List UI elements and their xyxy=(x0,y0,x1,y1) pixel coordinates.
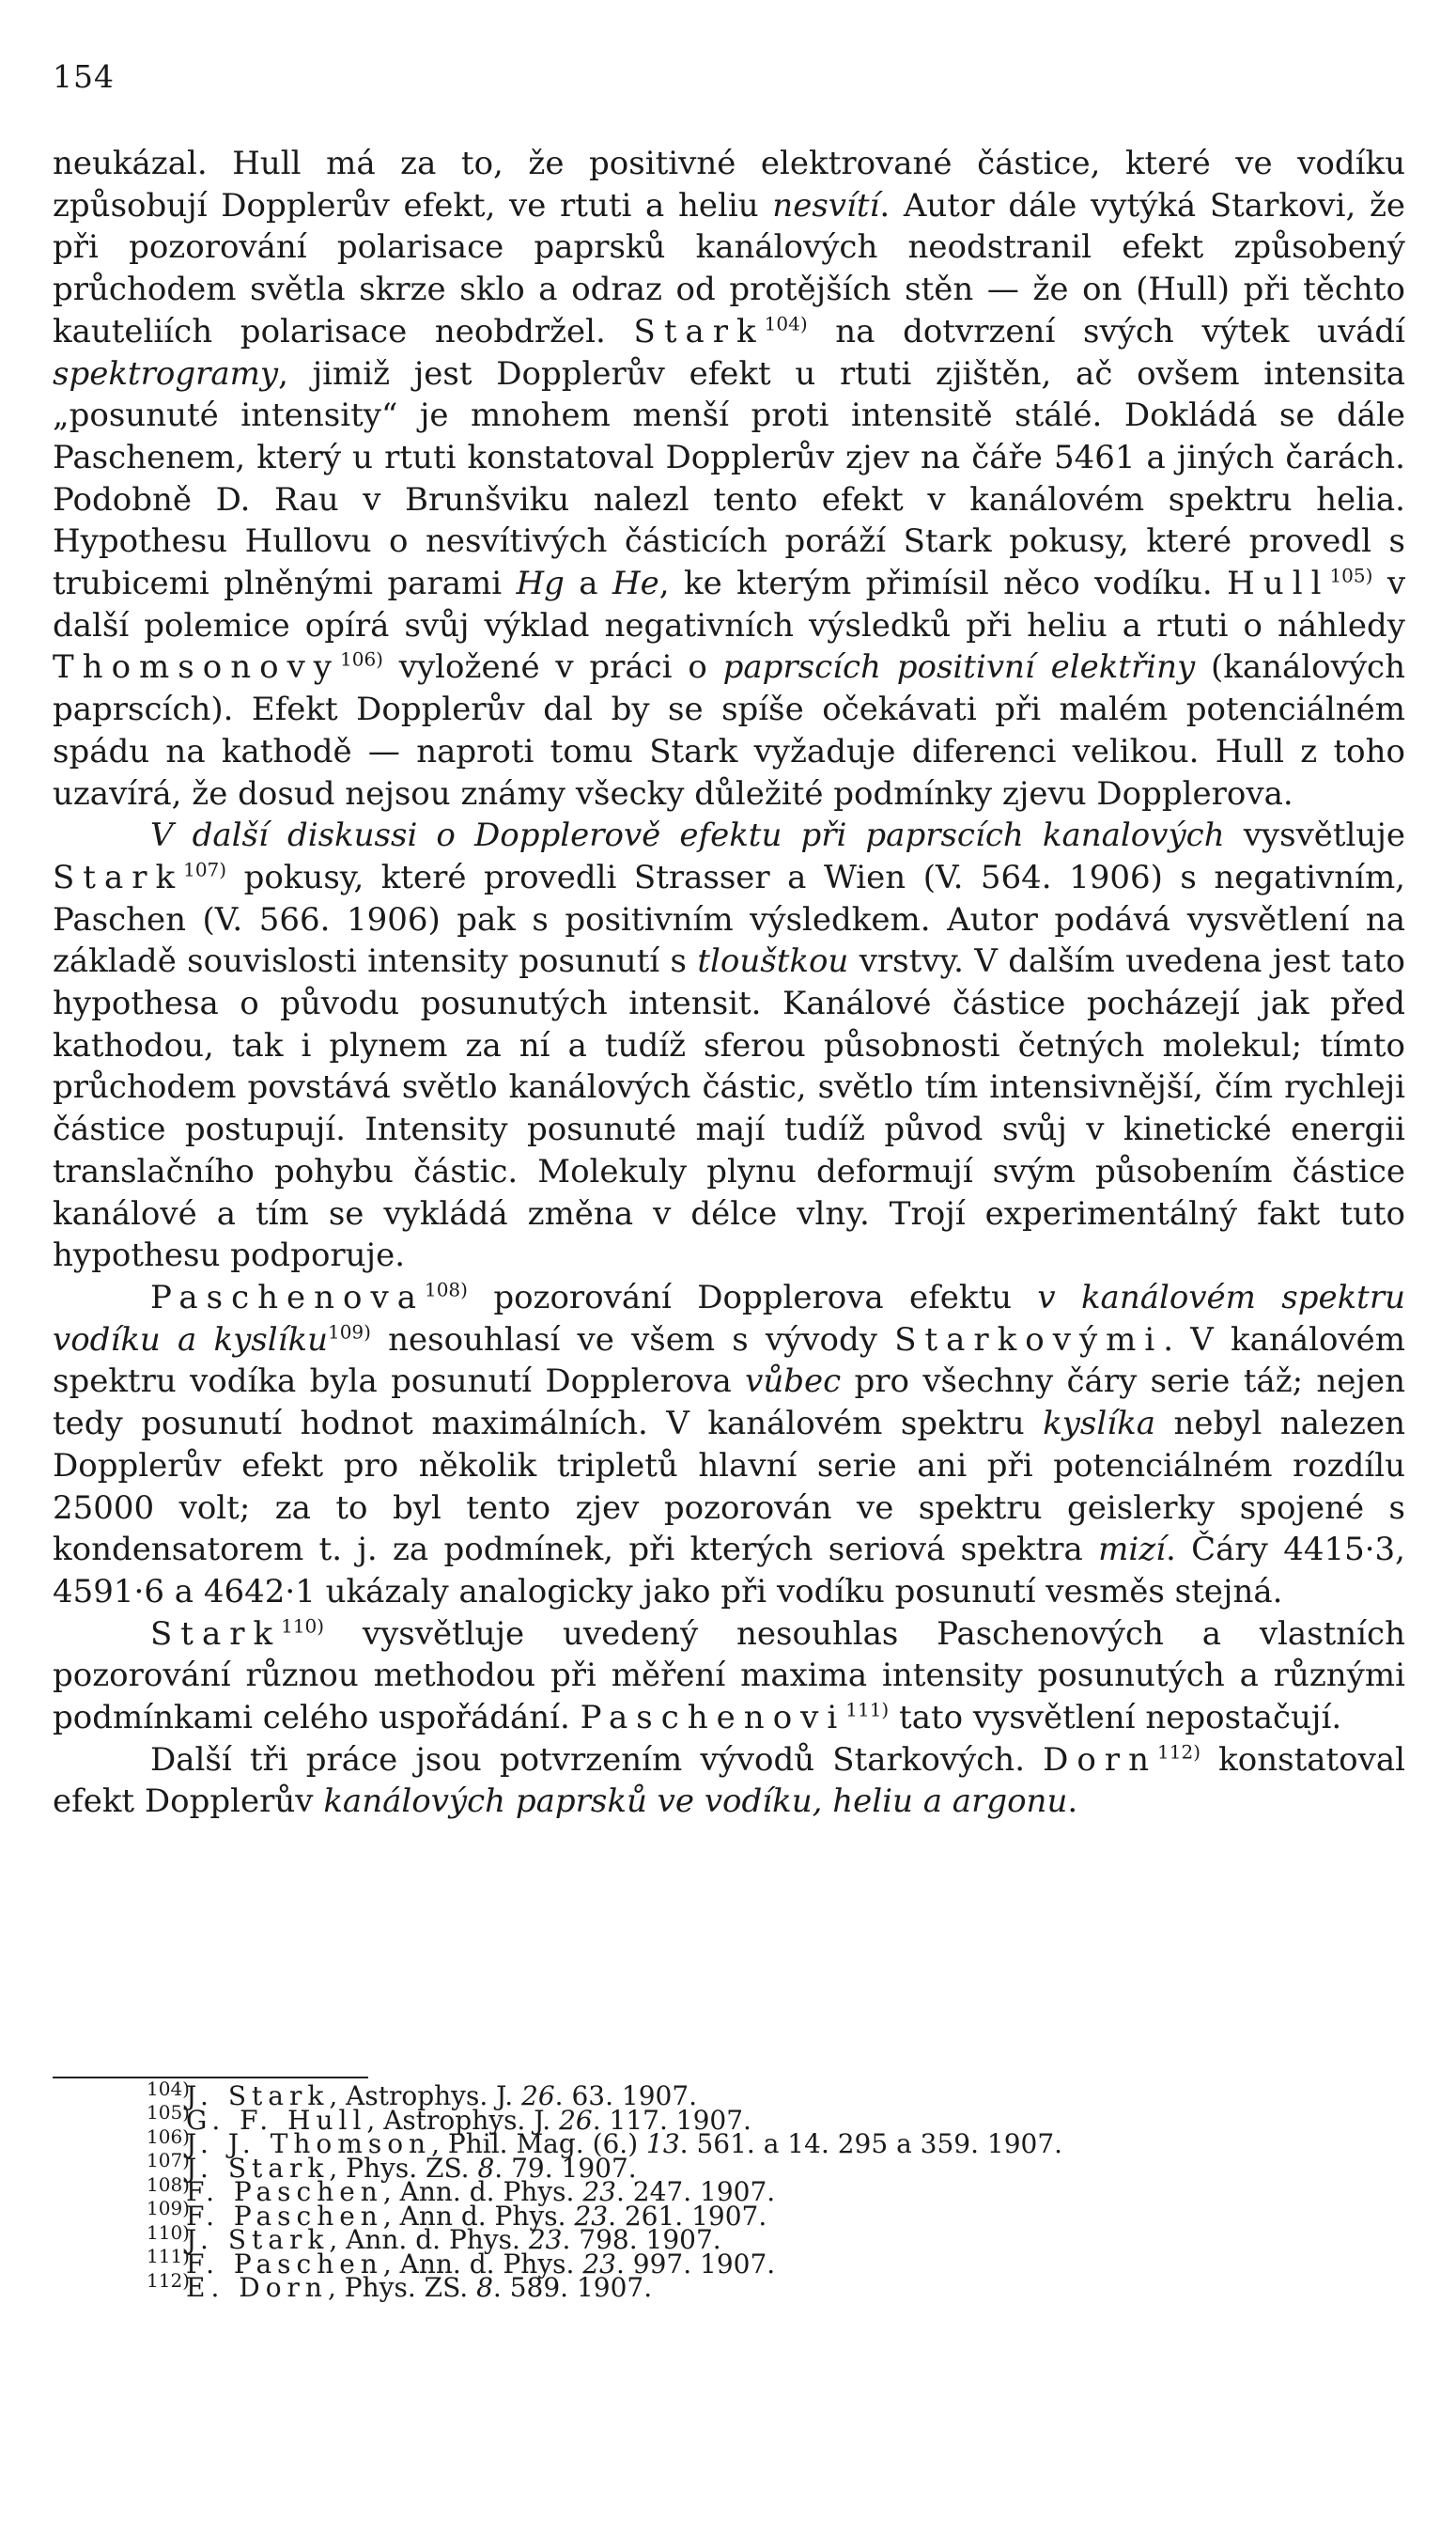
footnote-author: F. Paschen xyxy=(186,2176,383,2207)
italic-text: paprscích positivní elektřiny xyxy=(722,648,1196,687)
italic-text: nesvítí xyxy=(772,186,880,225)
footnote-author: J. J. Thomson xyxy=(186,2128,432,2159)
body-text xyxy=(53,143,1405,1823)
page-number: 154 xyxy=(53,58,115,95)
footnote: 107)J. Stark, Phys. ZS. 8. 79. 1907. xyxy=(147,2149,637,2184)
footnote-author: F. Paschen xyxy=(186,2248,383,2280)
footnote-source: , Ann. d. Phys. xyxy=(329,2224,529,2255)
text-run: na dotvrzení svých výtek uvádí xyxy=(807,312,1405,350)
footnote-pages-year: . 63. 1907. xyxy=(554,2080,698,2111)
footnote-source: , Astrophys. J. xyxy=(329,2080,522,2111)
footnote-reference: 109) xyxy=(327,1320,371,1344)
footnote-pages-year: . 798. 1907. xyxy=(562,2224,721,2255)
footnote-reference: 105) xyxy=(1329,564,1373,587)
footnote-volume: 23 xyxy=(574,2200,609,2232)
italic-text: vůbec xyxy=(745,1362,842,1401)
footnote-volume: 23 xyxy=(582,2176,616,2207)
footnote-reference: 104) xyxy=(764,312,808,335)
footnote-reference: 106) xyxy=(340,648,383,672)
footnote-source: , Phil. Mag. (6.) xyxy=(431,2128,647,2159)
footnote: 109)F. Paschen, Ann d. Phys. 23. 261. 1907. xyxy=(147,2197,767,2232)
footnote-reference: 111) xyxy=(845,1698,890,1721)
footnote-volume: 23 xyxy=(528,2224,563,2255)
spaced-author-name: Stark xyxy=(53,858,184,896)
text-run: . V kanálovém spektru vodíka byla posunutí Dopplerova xyxy=(53,1320,1405,1401)
paragraph xyxy=(53,1277,1405,1613)
footnote-reference: 108) xyxy=(424,1278,468,1301)
spaced-author-name: Stark xyxy=(150,1614,282,1653)
footnote: 111)F. Paschen, Ann. d. Phys. 23. 997. 1907. xyxy=(147,2245,776,2280)
footnote-pages-year: . 997. 1907. xyxy=(615,2248,776,2280)
text-run: pokusy, které provedli Strasser a Wien (V. 564. 1906) s negativním, Paschen (V. 566. 1906) pak s positivním výsledkem. Autor podává vysvětlení na základě souvislosti intensity posunutí s xyxy=(53,858,1405,981)
italic-text: v kanálovém spektru vodíku a kyslíku xyxy=(53,1278,1405,1359)
footnote-reference: 112) xyxy=(1157,1740,1201,1764)
footnote: 110)J. Stark, Ann. d. Phys. 23. 798. 1907. xyxy=(147,2220,721,2255)
italic-text: mizí xyxy=(1098,1531,1167,1569)
text-run: nesouhlasí ve všem s vývody xyxy=(370,1320,895,1359)
footnote-author: J. Stark xyxy=(186,2080,330,2111)
footnote-reference: 107) xyxy=(183,858,227,881)
italic-text: He xyxy=(612,565,659,603)
footnote-volume: 13 xyxy=(646,2128,680,2159)
footnote-reference: 110) xyxy=(281,1614,325,1638)
paragraph xyxy=(53,1739,1405,1823)
italic-text: Hg xyxy=(516,565,565,603)
text-run: . Čáry 4415·3, 4591·6 a 4642·1 ukázaly analogicky jako při vodíku posunutí vesměs stejná. xyxy=(53,1531,1405,1611)
footnote-divider xyxy=(53,2077,368,2078)
text-run: konstatoval efekt Dopplerův xyxy=(53,1740,1405,1821)
text-run: (kanálových paprscích). Efekt Dopplerův dal by se spíše očekávati při malém potenciálném spádu na kathodě — naproti tomu Stark vyžaduje diferenci velikou. Hull z toho uzavírá, že dosud nejsou známy všecky důležité podmínky zjevu Dopplerova. xyxy=(53,648,1405,813)
footnote: 108)F. Paschen, Ann. d. Phys. 23. 247. 1907. xyxy=(147,2172,776,2207)
spaced-author-name: Dorn xyxy=(1043,1740,1158,1779)
footnote-pages-year: . 261. 1907. xyxy=(608,2200,767,2232)
footnote-pages-year: . 589. 1907. xyxy=(492,2272,653,2303)
footnote-pages-year: . 79. 1907. xyxy=(494,2152,637,2184)
text-run: neukázal. Hull má za to, že positivné elektrované částice, které ve vodíku způsobují Dopplerův efekt, ve rtuti a heliu xyxy=(53,145,1405,225)
footnote-source: , Ann d. Phys. xyxy=(382,2200,575,2232)
text-run: . Autor dále vytýká Starkovi, že při pozorování polarisace paprsků kanálových neodstranil efekt způsobený průchodem světla skrze sklo a odraz od protějších stěn — že on (Hull) při těchto kauteliích polarisace neobdržel. xyxy=(53,186,1405,350)
spaced-author-name: Thomsonovy xyxy=(53,648,340,687)
italic-text: tlouštkou xyxy=(697,942,849,981)
footnote-pages-year: . 247. 1907. xyxy=(615,2176,776,2207)
text-run: nebyl nalezen Dopplerův efekt pro několik tripletů hlavní serie ani při potenciálném rozdílu 25000 volt; za to byl tento zjev pozorován ve spektru geislerky spojené s kondensatorem t. j. za podmínek, při kterých seriová spektra xyxy=(53,1405,1405,1569)
footnote-volume: 26 xyxy=(559,2104,593,2136)
italic-text: spektrogramy xyxy=(53,354,279,393)
spaced-author-name: Paschenova xyxy=(150,1278,425,1316)
footnote-author: J. Stark xyxy=(186,2224,330,2255)
footnote: 112)E. Dorn, Phys. ZS. 8. 589. 1907. xyxy=(147,2268,653,2303)
italic-text: kanálových paprsků ve vodíku, heliu a argonu xyxy=(323,1782,1068,1821)
text-run: , jimiž jest Dopplerův efekt u rtuti zjištěn, ač ovšem intensita „posunuté intensity“ je mnohem menší proti intensitě stálé. Dokládá se dále Paschenem, který u rtuti konstatoval Dopplerův zjev na čáře 5461 a jiných čarách. Podobně D. Rau v Brunšviku nalezl tento efekt v kanálovém spektru helia. Hypothesu Hullovu o nesvítivých částicích poráží Stark pokusy, které provedl s trubicemi plněnými parami xyxy=(53,354,1405,603)
footnote: 105)G. F. Hull, Astrophys. J. 26. 117. 1907. xyxy=(147,2101,751,2136)
footnote-author: G. F. Hull xyxy=(186,2104,367,2136)
text-run: pozorování Dopplerova efektu xyxy=(467,1278,1038,1316)
paragraph xyxy=(53,143,1405,815)
text-run: pro všechny čáry serie táž; nejen tedy posunutí hodnot maximálních. V kanálovém spektru xyxy=(53,1362,1405,1443)
text-run: vyložené v práci o xyxy=(382,648,723,687)
text-run: a xyxy=(564,565,612,603)
footnote-source: , Astrophys. J. xyxy=(366,2104,560,2136)
footnote-author: E. Dorn xyxy=(186,2272,328,2303)
text-run: tato vysvětlení nepostačují. xyxy=(889,1699,1342,1737)
footnote-pages-year: . 117. 1907. xyxy=(592,2104,751,2136)
footnote-author: F. Paschen xyxy=(186,2200,383,2232)
text-run: vysvětluje uvedený nesouhlas Paschenových a vlastních pozorování různou methodou při měření maxima intensity posunutých a různými podmínkami celého uspořádání. xyxy=(53,1614,1405,1737)
paragraph xyxy=(53,1613,1405,1739)
text-run: vysvětluje xyxy=(1224,817,1405,855)
text-run: Další tři práce jsou potvrzením vývodů Starkových. xyxy=(150,1740,1044,1779)
footnote: 106)J. J. Thomson, Phil. Mag. (6.) 13. 561. a 14. 295 a 359. 1907. xyxy=(147,2124,1063,2159)
footnote-source: , Ann. d. Phys. xyxy=(382,2176,583,2207)
footnote-source: , Ann. d. Phys. xyxy=(382,2248,583,2280)
footnote-author: J. Stark xyxy=(186,2152,330,2184)
footnote-volume: 8 xyxy=(477,2152,495,2184)
footnote-source: , Phys. ZS. xyxy=(329,2152,478,2184)
text-run: . xyxy=(1067,1782,1078,1821)
spaced-author-name: Paschenovi xyxy=(580,1699,846,1737)
footnote-volume: 23 xyxy=(582,2248,616,2280)
footnote-volume: 8 xyxy=(476,2272,493,2303)
footnote-source: , Phys. ZS. xyxy=(327,2272,477,2303)
italic-text: V další diskussi o Dopplerově efektu při paprscích kanalových xyxy=(150,817,1225,855)
text-run: vrstvy. V dalším uvedena jest tato hypothesa o původu posunutých intensit. Kanálové částice pocházejí jak před kathodou, tak i plynem za ní a tudíž sferou působnosti četných molekul; tímto průchodem povstává světlo kanálových částic, světlo tím intensivnější, čím rychleji částice postupují. Intensity posunuté mají tudíž původ svůj v kinetické energii translačního pohybu částic. Molekuly plynu deformují svým působením částice kanálové a tím se vykládá změna v délce vlny. Trojí experimentálný fakt tuto hypothesu podporuje. xyxy=(53,942,1405,1275)
spaced-author-name: Stark xyxy=(633,312,765,350)
italic-text: kyslíka xyxy=(1043,1405,1156,1443)
spaced-author-name: Starkovými xyxy=(894,1320,1164,1359)
footnote-list xyxy=(147,2077,1405,2303)
footnote: 104)J. Stark, Astrophys. J. 26. 63. 1907. xyxy=(147,2077,698,2111)
footnote-volume: 26 xyxy=(521,2080,555,2111)
paragraph xyxy=(53,815,1405,1277)
spaced-author-name: Hull xyxy=(1227,565,1330,603)
footnote-pages-year: . 561. a 14. 295 a 359. 1907. xyxy=(679,2128,1063,2159)
text-run: v další polemice opírá svůj výklad negativních výsledků při heliu a rtuti o náhledy xyxy=(53,565,1406,645)
text-run: , ke kterým přimísil něco vodíku. xyxy=(658,565,1228,603)
